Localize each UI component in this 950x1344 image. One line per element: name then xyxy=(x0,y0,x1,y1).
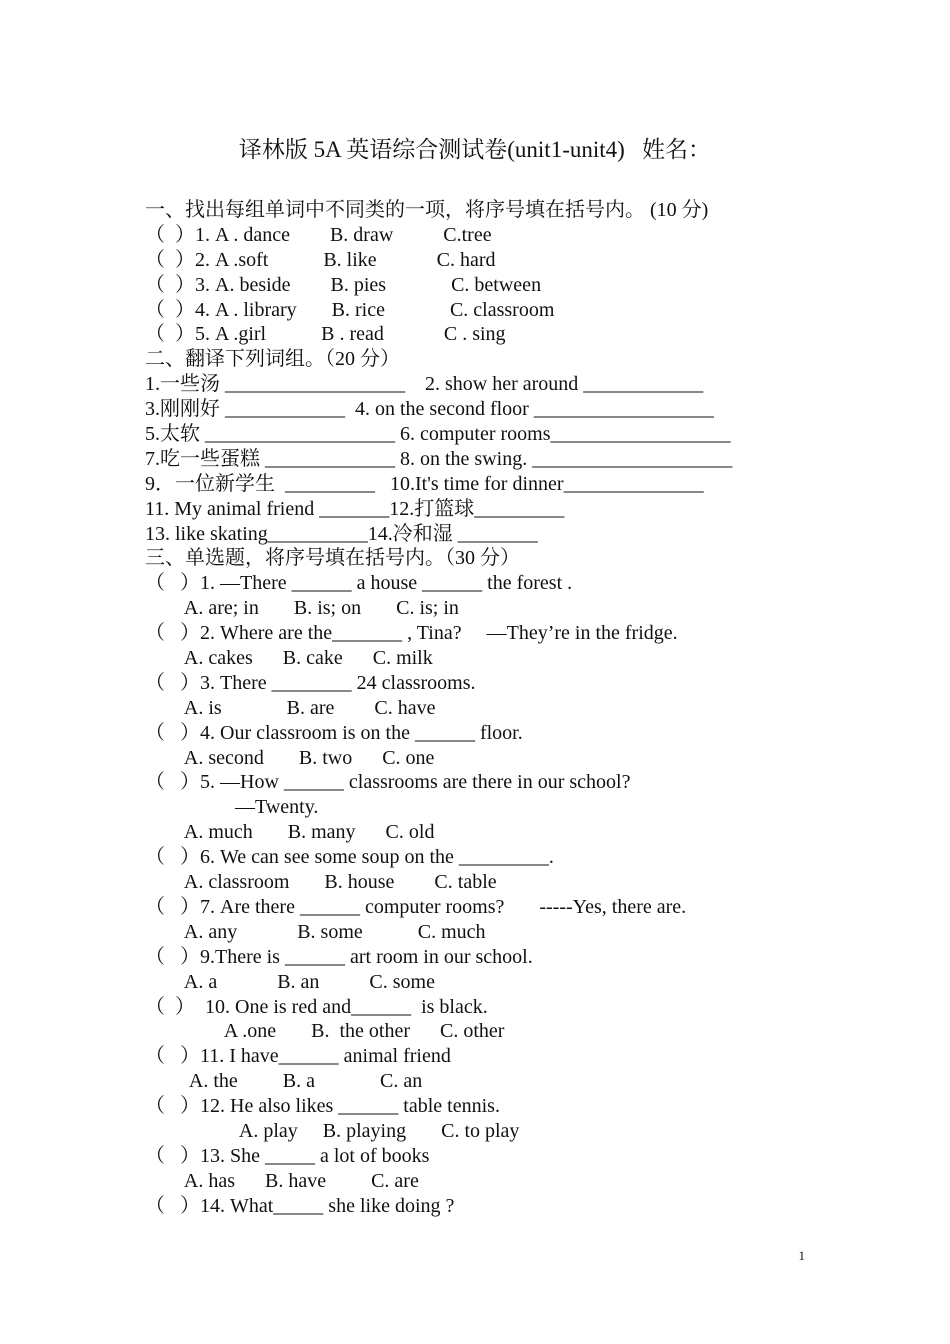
question-line: 11. My animal friend _______12.打篮球_________ xyxy=(145,497,565,520)
question-line: （ ）5. —How ______ classrooms are there in our school? xyxy=(145,771,631,794)
question-line: （ ）9.There is ______ art room in our school. xyxy=(145,945,533,968)
question-line: （ ） 10. One is red and______ is black. xyxy=(145,995,488,1018)
answer-options: A. second B. two C. one xyxy=(145,746,435,769)
answer-options: A. cakes B. cake C. milk xyxy=(145,647,433,670)
answer-options: A. has B. have C. are xyxy=(145,1169,419,1192)
answer-options: A. much B. many C. old xyxy=(145,821,435,844)
section-heading: 二、翻译下列词组。（20 分） xyxy=(145,348,400,371)
question-line: （ ）3. A. beside B. pies C. between xyxy=(145,273,542,296)
section-heading: 一、找出每组单词中不同类的一项，将序号填在括号内。 (10 分) xyxy=(145,199,709,221)
question-line: （ ）6. We can see some soup on the _________. xyxy=(145,846,554,869)
answer-options: A. play B. playing C. to play xyxy=(145,1119,520,1142)
question-line: 13. like skating__________14.冷和湿 ________ xyxy=(145,522,538,545)
page-title: 译林版 5A 英语综合测试卷(unit1-unit4) 姓名： xyxy=(238,137,712,162)
answer-options: A. is B. are C. have xyxy=(145,696,436,719)
answer-options: A. classroom B. house C. table xyxy=(145,871,497,894)
answer-options: A .one B. the other C. other xyxy=(145,1020,505,1043)
exam-content xyxy=(145,198,825,1219)
question-line: （ ）14. What_____ she like doing ? xyxy=(145,1194,455,1217)
question-line: 9．一位新学生 _________ 10.It's time for dinner______________ xyxy=(145,472,704,495)
answer-options: A. any B. some C. much xyxy=(145,920,486,943)
question-line: （ ）11. I have______ animal friend xyxy=(145,1045,451,1068)
question-line: （ ）4. A . library B. rice C. classroom xyxy=(145,298,555,321)
question-line: （ ）1. —There ______ a house ______ the forest . xyxy=(145,572,573,595)
question-line: 7.吃一些蛋糕 _____________ 8. on the swing. ____________________ xyxy=(145,447,733,470)
question-line: （ ）3. There ________ 24 classrooms. xyxy=(145,671,476,694)
question-line: （ ）5. A .girl B . read C . sing xyxy=(145,323,506,346)
question-line: （ ）13. She _____ a lot of books xyxy=(145,1144,430,1167)
question-line: （ ）4. Our classroom is on the ______ floor. xyxy=(145,721,523,744)
answer-options: A. are; in B. is; on C. is; in xyxy=(145,597,459,620)
question-line: 5.太软 ___________________ 6. computer rooms__________________ xyxy=(145,423,731,446)
answer-options: A. a B. an C. some xyxy=(145,970,435,993)
page-number: 1 xyxy=(798,1248,805,1263)
answer-options: A. the B. a C. an xyxy=(145,1070,423,1093)
question-line: （ ）2. Where are the_______ , Tina? —They’re in the fridge. xyxy=(145,622,678,645)
question-line: —Twenty. xyxy=(145,796,319,819)
question-line: 3.刚刚好 ____________ 4. on the second floor __________________ xyxy=(145,398,714,421)
question-line: （ ）7. Are there ______ computer rooms? -----Yes, there are. xyxy=(145,895,687,918)
question-line: （ ）12. He also likes ______ table tennis. xyxy=(145,1095,500,1118)
question-line: （ ）1. A . dance B. draw C.tree xyxy=(145,223,492,246)
question-line: 1.一些汤 __________________ 2. show her around ____________ xyxy=(145,373,704,396)
question-line: （ ）2. A .soft B. like C. hard xyxy=(145,248,496,271)
section-heading: 三、单选题，将序号填在括号内。（30 分） xyxy=(145,547,520,570)
